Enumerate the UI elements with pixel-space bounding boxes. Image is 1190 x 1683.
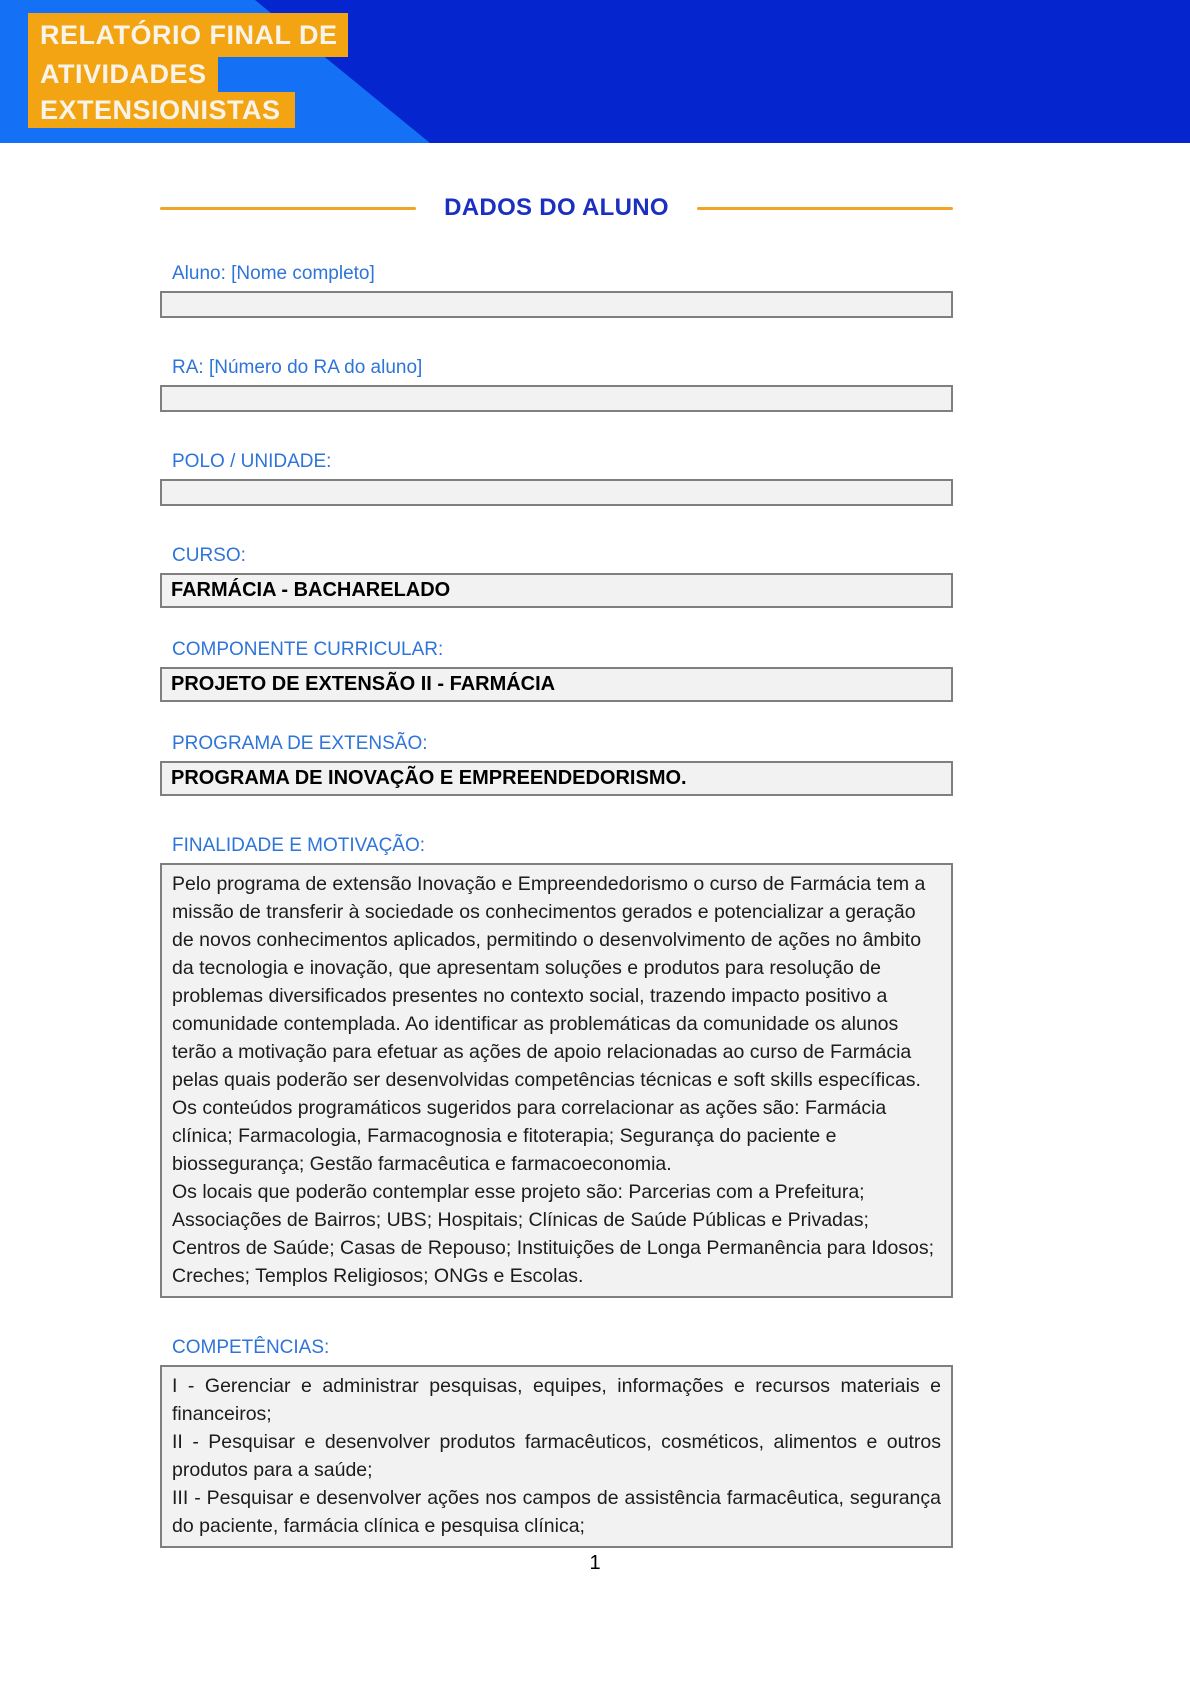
label-competencias: COMPETÊNCIAS: — [172, 1337, 330, 1358]
input-ra[interactable] — [160, 385, 953, 412]
page-title: DADOS DO ALUNO — [444, 194, 669, 221]
banner-title-text-2: ATIVIDADES — [40, 59, 207, 89]
page-number: 1 — [589, 1552, 601, 1574]
title-accent-line-right — [697, 207, 953, 210]
input-aluno[interactable] — [160, 291, 953, 318]
section-title-row — [160, 192, 953, 224]
banner-title-line-2 — [28, 57, 218, 92]
competencia-item-1: I - Gerenciar e administrar pesquisas, equipes, informações e recursos materiais e financeiros; — [172, 1375, 941, 1425]
label-ra: RA: [Número do RA do aluno] — [172, 357, 423, 378]
value-programa-extensao[interactable]: PROGRAMA DE INOVAÇÃO E EMPREENDEDORISMO. — [160, 761, 953, 796]
input-polo-unidade[interactable] — [160, 479, 953, 506]
title-accent-line-left — [160, 207, 416, 210]
label-programa-extensao: PROGRAMA DE EXTENSÃO: — [172, 733, 428, 754]
value-curso[interactable]: FARMÁCIA - BACHARELADO — [160, 573, 953, 608]
value-finalidade-motivacao[interactable] — [160, 863, 953, 1298]
label-finalidade-motivacao: FINALIDADE E MOTIVAÇÃO: — [172, 835, 426, 856]
document-body — [0, 192, 1190, 1548]
competencia-item-3: III - Pesquisar e desenvolver ações nos campos de assistência farmacêutica, segurança do paciente, farmácia clínica e pesquisa clínica; — [172, 1487, 941, 1537]
finalidade-paragraph-1: Pelo programa de extensão Inovação e Empreendedorismo o curso de Farmácia tem a missão de transferir à sociedade os conhecimentos gerados e potencializar a geração de novos conhecimentos aplicados, permitindo o desenvolvimento de ações no âmbito da tecnologia e inovação, que apresentam soluções e produtos para resolução de problemas diversificados presentes no contexto social, trazendo impacto positivo a comunidade contemplada. Ao identificar as problemáticas da comunidade os alunos terão a motivação para efetuar as ações de apoio relacionadas ao curso de Farmácia pelas quais poderão ser desenvolvidas competências técnicas e soft skills específicas. Os conteúdos programáticos sugeridos para correlacionar as ações são: Farmácia clínica; Farmacologia, Farmacognosia e fitoterapia; Segurança do paciente e biossegurança; Gestão farmacêutica e farmacoeconomia. — [172, 873, 926, 1175]
banner-title-text-1: RELATÓRIO FINAL DE — [40, 19, 338, 50]
value-componente-curricular[interactable]: PROJETO DE EXTENSÃO II - FARMÁCIA — [160, 667, 953, 702]
competencia-item-2: II - Pesquisar e desenvolver produtos farmacêuticos, cosméticos, alimentos e outros produtos para a saúde; — [172, 1431, 941, 1481]
banner-title-line-1 — [28, 13, 348, 57]
banner-title-block — [28, 13, 348, 128]
label-componente-curricular: COMPONENTE CURRICULAR: — [172, 639, 444, 660]
label-curso: CURSO: — [172, 545, 246, 566]
banner-title-text-3: EXTENSIONISTAS — [40, 94, 281, 125]
label-aluno: Aluno: [Nome completo] — [172, 263, 375, 284]
label-polo-unidade: POLO / UNIDADE: — [172, 451, 332, 472]
report-banner — [0, 0, 1190, 143]
finalidade-paragraph-2: Os locais que poderão contemplar esse projeto são: Parcerias com a Prefeitura; Associações de Bairros; UBS; Hospitais; Clínicas de Saúde Públicas e Privadas; Centros de Saúde; Casas de Repouso; Instituições de Longa Permanência para Idosos; Creches; Templos Religiosos; ONGs e Escolas. — [172, 1181, 935, 1287]
banner-title-line-3 — [28, 92, 295, 128]
value-competencias[interactable] — [160, 1365, 953, 1548]
